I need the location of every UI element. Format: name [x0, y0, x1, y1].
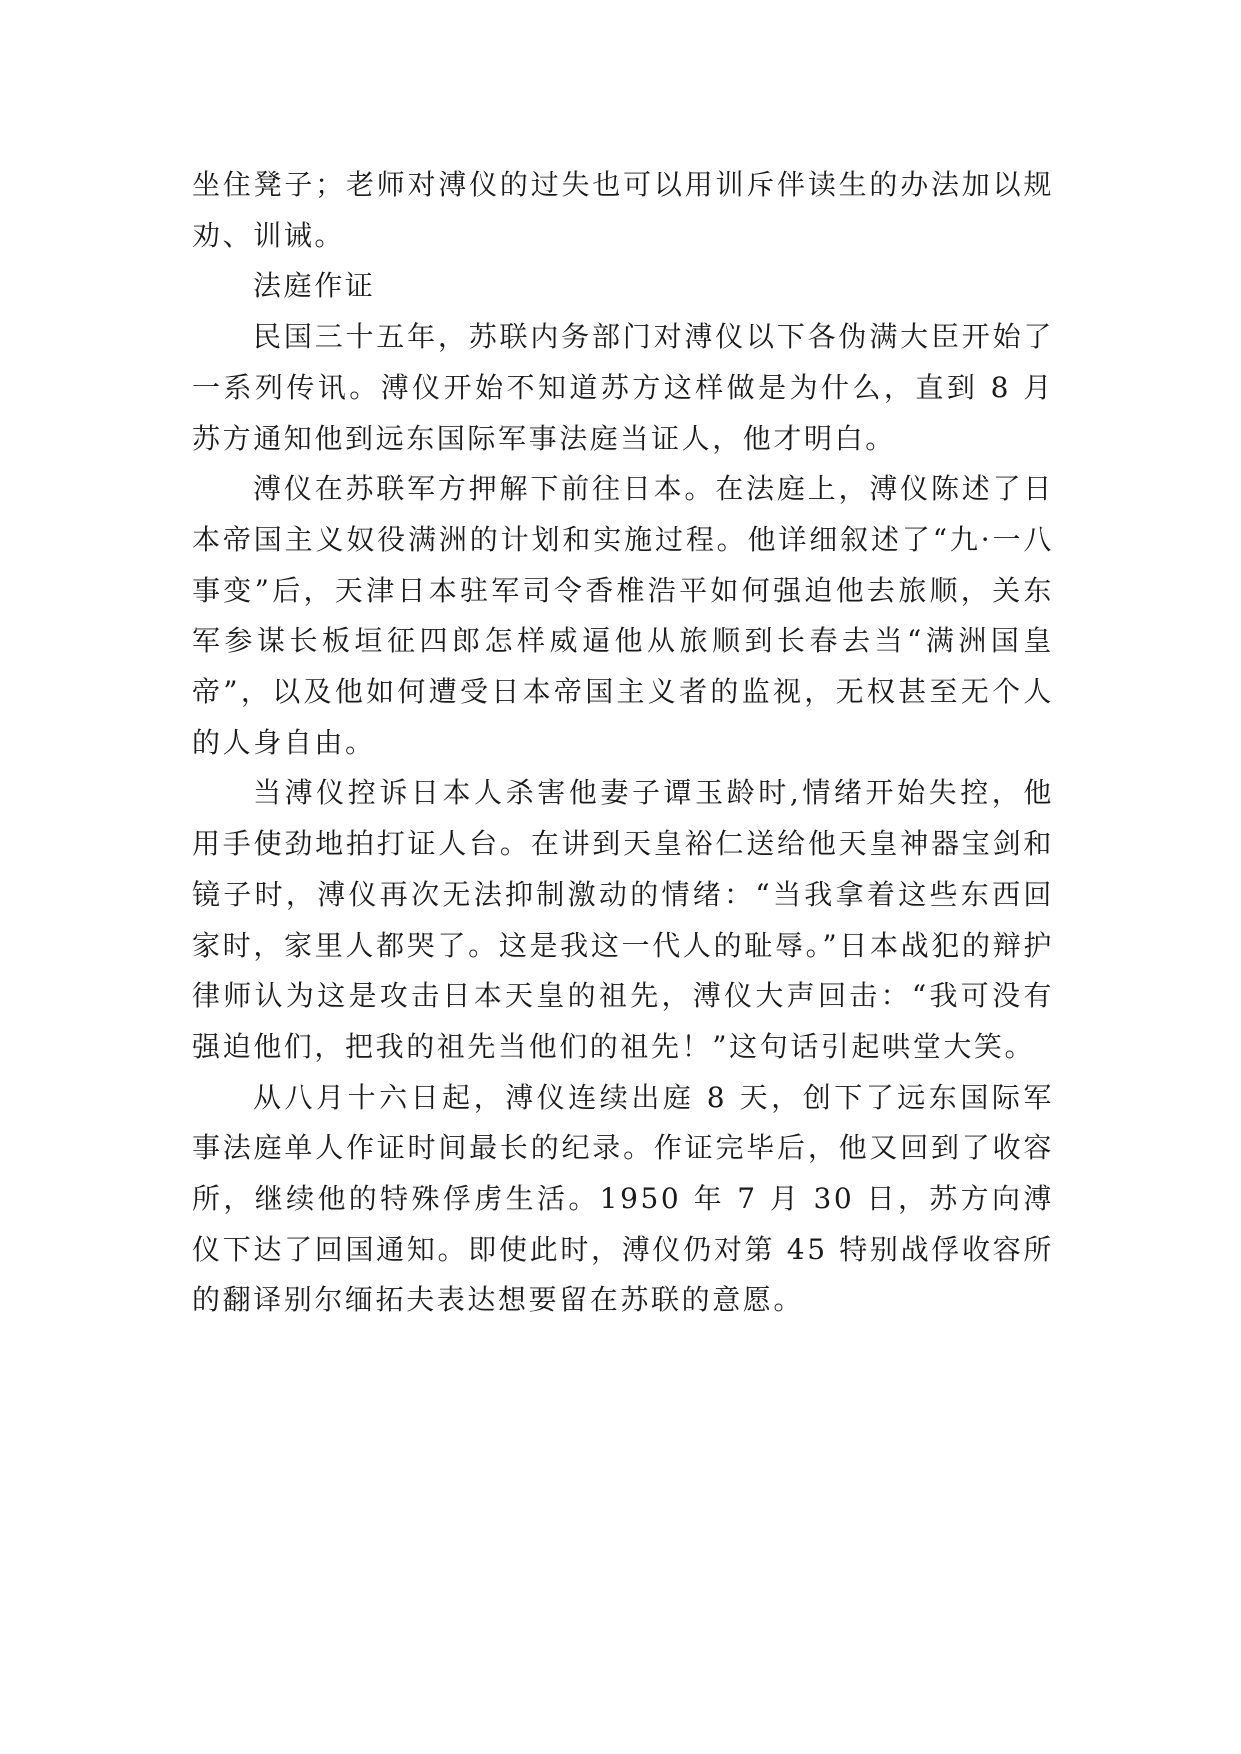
paragraph: 民国三十五年，苏联内务部门对溥仪以下各伪满大臣开始了一系列传讯。溥仪开始不知道苏方这样做是为什么，直到 8 月苏方通知他到远东国际军事法庭当证人，他才明白。 [192, 320, 1054, 455]
section-heading: 法庭作证 [253, 269, 376, 303]
paragraph: 溥仪在苏联军方押解下前往日本。在法庭上，溥仪陈述了日本帝国主义奴役满洲的计划和实施过程。他详细叙述了“九·一八事变”后，天津日本驻军司令香椎浩平如何强迫他去旅顺，关东军参谋长板垣征四郎怎样威逼他从旅顺到长春去当“满洲国皇帝”，以及他如何遭受日本帝国主义者的监视，无权甚至无个人的人身自由。 [192, 472, 1054, 759]
paragraph: 从八月十六日起，溥仪连续出庭 8 天，创下了远东国际军事法庭单人作证时间最长的纪录。作证完毕后，他又回到了收容所，继续他的特殊俘虏生活。1950 年 7 月 30 日，苏方向溥仪下达了回国通知。即使此时，溥仪仍对第 45 特别战俘收容所的翻译别尔缅拓夫表达想要留在苏联的意愿。 [192, 1080, 1054, 1317]
paragraph-continuation: 坐住凳子；老师对溥仪的过失也可以用训斥伴读生的办法加以规劝、训诫。 [192, 168, 1054, 252]
document-body [192, 160, 1054, 1326]
paragraph: 当溥仪控诉日本人杀害他妻子谭玉龄时,情绪开始失控，他用手使劲地拍打证人台。在讲到天皇裕仁送给他天皇神器宝剑和镜子时，溥仪再次无法抑制激动的情绪：“当我拿着这些东西回家时，家里人都哭了。这是我这一代人的耻辱。”日本战犯的辩护律师认为这是攻击日本天皇的祖先，溥仪大声回击：“我可没有强迫他们，把我的祖先当他们的祖先！”这句话引起哄堂大笑。 [192, 776, 1054, 1063]
